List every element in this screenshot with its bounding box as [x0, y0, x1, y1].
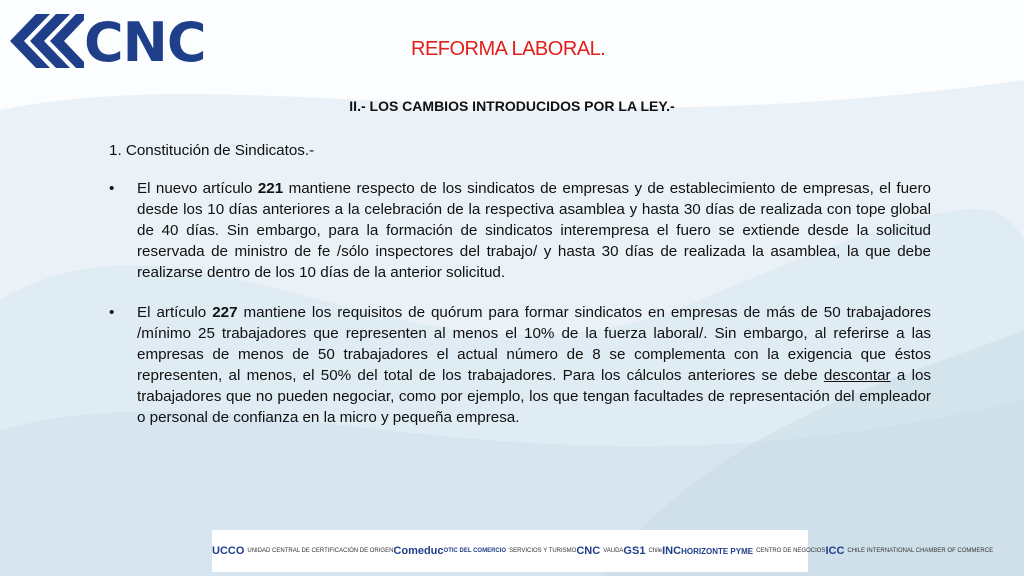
logo-wordmark: CNC: [84, 11, 206, 74]
bullet-text-pre: El nuevo artículo: [137, 180, 258, 197]
article-number: 227: [212, 304, 238, 321]
footer-logo-ucco: UCCO UNIDAD CENTRAL DE CERTIFICACIÓN DE ORIGEN: [212, 545, 394, 557]
footer-logo-comeduc: Comeduc: [393, 545, 444, 557]
bullet-marker: •: [109, 180, 115, 197]
bullet-text-post: mantiene respecto de los sindicatos de empresas y de establecimiento de empresas, el fuero desde los 10 días anteriores a la celebración de la respectiva asamblea y hasta 30 días de realizada con tope global de 40 días. Sin embargo, para la formación de sindicatos interempresa el fuero se extiende desde la solicitud reservada de ministro de fe /sólo inspectores del trabajo/ y hasta 30 días de realizada la asamblea, la que debe realizarse dentro de los 10 días de la anterior solicitud.: [137, 180, 931, 281]
footer-logo-icc: ICC CHILE INTERNATIONAL CHAMBER OF COMMERCE: [825, 545, 994, 557]
footer-logo-strip: [212, 530, 994, 572]
bullet-text-mid: mantiene los requisitos de quórum para formar sindicatos en empresas de más de 50 trabajadores /mínimo 25 trabajadores que representen al menos el 10% de la fuerza laboral/. Sin embargo, al referirse a las empresas de menos de 50 trabajadores el actual número de 8 se complementa con la exigencia que éstos representen, al menos, el 50% del total de los trabajadores. Para los cálculos anteriores se debe: [137, 304, 932, 384]
section-title: II.- LOS CAMBIOS INTRODUCIDOS POR LA LEY.-: [349, 98, 675, 114]
footer-logo-horizonte-pyme: HORIZONTE PYME CENTRO DE NEGOCIOS: [681, 546, 826, 556]
slide-content: [109, 140, 931, 447]
bullet-articulo-221: [109, 178, 931, 283]
underlined-word: descontar: [823, 367, 891, 384]
footer-logo-inc: INC: [662, 545, 682, 557]
subheading: 1. Constitución de Sindicatos.-: [109, 142, 315, 159]
footer-logo-cnc-vauda: CNC VAUDA: [576, 545, 624, 557]
footer-logo-gs1: GS1 Chile: [623, 545, 663, 557]
bullet-marker: •: [109, 304, 115, 321]
cnc-logo: [6, 10, 246, 72]
bullet-articulo-227: [109, 302, 931, 428]
bullet-text-pre: El artículo: [137, 304, 213, 321]
slide-title: REFORMA LABORAL.: [411, 38, 606, 60]
bullet-text-post: a los trabajadores que no pueden negociar, como por ejemplo, los que tengan facultades de representación del empleador o personal de confianza en la micro y pequeña empresa.: [137, 367, 931, 426]
cnc-chevron-icon: [6, 10, 84, 72]
article-number: 221: [257, 180, 284, 197]
footer-logo-otic: OTIC DEL COMERCIO SERVICIOS Y TURISMO: [443, 548, 577, 554]
